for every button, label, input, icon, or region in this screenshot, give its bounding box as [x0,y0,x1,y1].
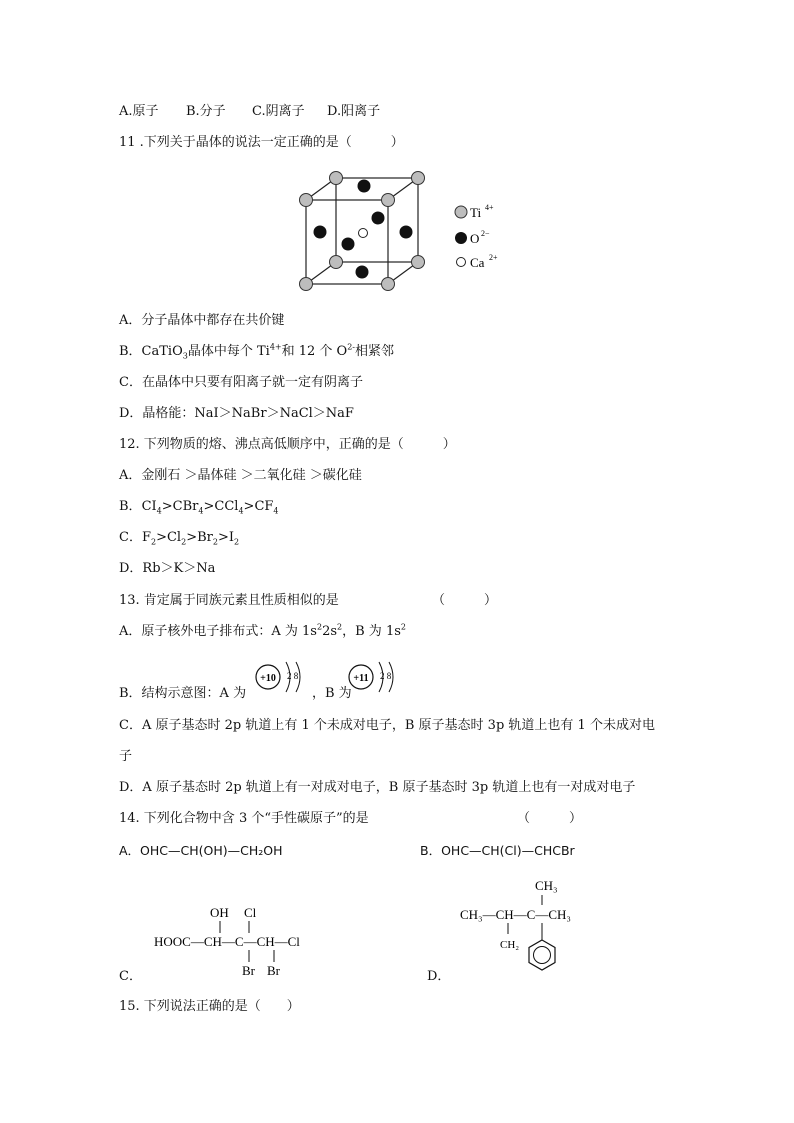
formula-part: Br [267,963,280,978]
formula-part: F [141,530,151,545]
formula-part: CH₃ [535,878,558,893]
formula-part: B．结构示意图：A 为 [119,686,247,701]
q13-option-c-line1: C．A 原子基态时 2p 轨道上有 1 个未成对电子，B 原子基态时 3p 轨道上也有 1 个未成对电 [119,718,655,733]
q14-option-b: B．OHC—CH(Cl)—CHCBr [420,843,575,858]
formula-part: C． [119,530,142,545]
formula-part: 4 [273,506,279,516]
q10-option-c: C.阴离子 [252,104,305,119]
q11-option-c: C．在晶体中只要有阳离子就一定有阴离子 [119,375,363,390]
q12-option-a: A．金刚石 ＞晶体硅 ＞二氧化硅 ＞碳化硅 [119,468,362,483]
q11-option-b [119,344,394,360]
perovskite-unit-cell-diagram [290,166,510,296]
legend-ca-charge: 2+ [489,253,498,262]
formula-part: > [186,530,198,545]
formula-part: Cl [244,905,257,920]
formula-part: HOOC—CH—C—CH—Cl [154,934,300,949]
formula-part: CF [254,499,274,514]
legend-ti: Ti [470,205,482,220]
formula-part: +11 [353,673,369,684]
formula-part: 2 [234,537,240,547]
q12-option-d: D．Rb＞K＞Na [119,561,216,576]
formula-part: > [156,530,167,545]
formula-part: > [217,530,229,545]
formula-part: > [203,499,215,514]
q13-option-d: D．A 原子基态时 2p 轨道上有一对成对电子，B 原子基态时 3p 轨道上也有一对成对电子 [119,780,636,795]
formula-part: 晶体中每个 Ti [187,344,270,359]
formula-part: I [228,530,235,545]
formula-part: 2 8 [380,671,392,681]
formula-part: 2s [322,624,338,639]
formula-part: CH₃—CH—C—CH₃ [460,907,571,922]
formula-part: 2 [337,622,343,632]
q13-paren: （ ） [432,593,498,608]
formula-part: 2 [316,622,323,632]
formula-part: CCl [214,499,239,514]
formula-part: 3 [182,351,188,361]
formula-part: 2 [212,537,218,547]
formula-part: +10 [260,673,276,684]
q10-option-b: B.分子 [186,104,226,119]
q13-option-b-mid: ，B 为 [312,686,352,701]
q12-stem: 12. 下列物质的熔、沸点高低顺序中，正确的是（ ） [119,437,456,452]
formula-part: CH₂ [500,939,520,951]
q13-option-a [119,624,406,640]
q13-option-c-line2: 子 [119,749,133,764]
atom-structure-a [253,658,309,698]
q14-paren: （ ） [517,811,583,826]
formula-part: B． [119,499,142,514]
atom-structure-b [346,658,402,698]
legend-ti-charge: 4+ [485,203,494,212]
formula-part: 和 12 个 O [281,344,348,359]
formula-part: A．原子核外电子排布式：A 为 1s [119,624,317,639]
formula-part: 2 [150,537,157,547]
formula-part: > [243,499,255,514]
formula-part: 2 8 [287,671,299,681]
formula-part: B．CaTiO [119,344,183,359]
formula-part: > [161,499,173,514]
q11-option-a: A．分子晶体中都存在共价键 [119,313,285,328]
legend-ca: Ca [470,255,485,270]
formula-part: ，B 为 1s [342,624,401,639]
q11-option-d: D．晶格能：NaI＞NaBr＞NaCl＞NaF [119,406,354,421]
q12-option-b [119,499,279,515]
q10-options [119,104,380,120]
formula-part: 4 [238,506,244,516]
q13-stem: 13. 肯定属于同族元素且性质相似的是 [119,593,339,608]
q10-option-d: D.阳离子 [327,104,381,119]
formula-part: 2 [181,537,187,547]
q14-structure-d [458,874,598,974]
q15-stem: 15. 下列说法正确的是（ ） [119,999,300,1014]
formula-part: 2- [347,342,356,352]
q14-structure-c [150,900,325,982]
legend-o: O [470,231,480,246]
q14-stem: 14. 下列化合物中含 3 个“手性碳原子”的是 [119,811,369,826]
q11-stem: 11 .下列关于晶体的说法一定正确的是（ ） [119,135,404,150]
q12-option-c [119,530,239,546]
formula-part: 2 [400,622,406,632]
formula-part: Cl [166,530,182,545]
q10-option-a: A.原子 [119,104,159,119]
formula-part: CBr [172,499,199,514]
q14-option-a: A．OHC—CH(OH)—CH₂OH [119,843,283,858]
formula-part: 4+ [269,342,282,352]
formula-part: 4 [156,506,162,516]
formula-part: OH [210,905,229,920]
formula-part: 相紧邻 [355,344,395,359]
q13-option-b [119,686,246,702]
formula-part: CI [141,499,157,514]
formula-part: Br [242,963,255,978]
q14-option-d-label: D． [427,969,451,984]
legend-o-charge: 2− [481,229,490,238]
formula-part: 4 [198,506,204,516]
q14-option-c-label: C． [119,969,142,984]
formula-part: Br [197,530,213,545]
